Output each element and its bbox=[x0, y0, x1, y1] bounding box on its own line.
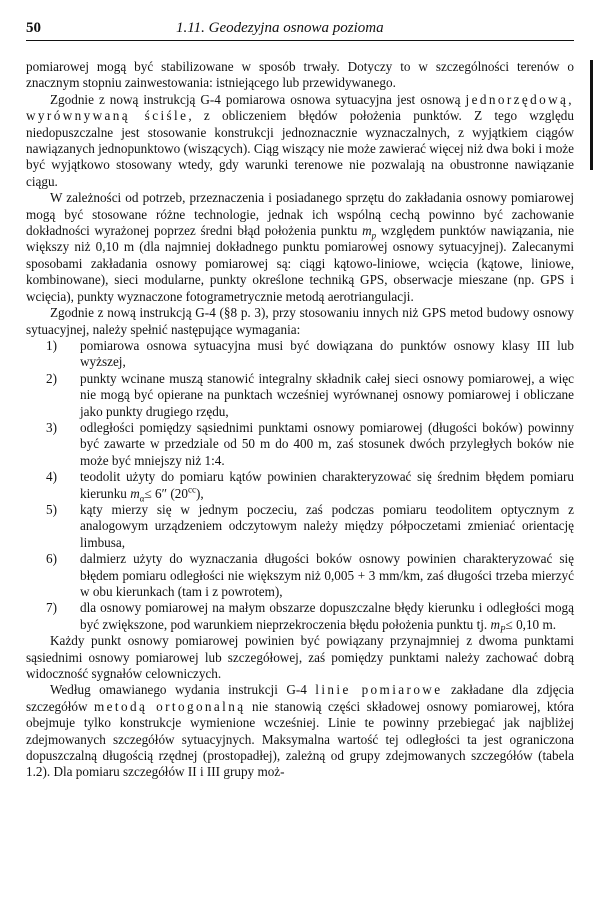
paragraph-2-part-c: , z obliczeniem błędów położenia punktów. Z tego względu niedopuszczalne jest stosowanie konstrukcji jednoznacznie wyznaczalnych, z wyjątkiem ciągów nawiązanych jednopunktowo (wiszących). Ciąg wiszący nie może zawierać więcej niż dwa boki i może być wyjątkowo stosowany wtedy, gdy warunki terenowe nie pozwalają na obustronne nawiązanie ciągu. bbox=[26, 108, 574, 189]
list-item-number: 5) bbox=[46, 501, 57, 517]
list-item bbox=[46, 420, 574, 469]
list-item-text: punkty wcinane muszą stanowić integralny składnik całej sieci osnowy pomiarowej, a więc nie mogą być opierane na punktach wcześniej wyrównanej osnowy pomiarowej i obliczane jako punkty drugiego rzędu, bbox=[80, 370, 574, 419]
list-item-text: odległości pomiędzy sąsiednimi punktami osnowy pomiarowej (długości boków) powinny być zawarte w przedziale od 50 m do 400 m, zaś stosunek dwóch przyległych boków nie może być mniejszy niż 1:4. bbox=[80, 419, 574, 468]
list-item bbox=[46, 338, 574, 371]
body-text bbox=[26, 59, 574, 781]
list-item-number: 2) bbox=[46, 370, 57, 386]
requirements-list bbox=[26, 338, 574, 633]
symbol-m: m bbox=[490, 616, 501, 632]
list-item-text: pomiarowa osnowa sytuacyjna musi być dowiązana do punktów osnowy klasy III lub wyższej, bbox=[80, 337, 574, 370]
spaced-term-jednorzedowa: jednorzędową, wyrównywaną ściśle bbox=[26, 91, 574, 124]
paragraph-6-part-e: nie stanowią części składowej osnowy pomiarowej, która obejmuje tylko konstrukcje wymienione wcześniej. Linie te powinny przebiegać jak najbliżej zdejmowanych szczegółów sytuacyjnych. Maksymalna wartość tej odległości ta jest ograniczona dopuszczalną długością rzędnej (prostopadłej), zależną od grupy zdejmowanych szczegółów (tabela 1.2). Dla pomiaru szczegółów II i III grupy moż- bbox=[26, 698, 574, 780]
paragraph-2-part-a: Zgodnie z nową instrukcją G-4 pomiarowa osnowa sytuacyjna jest osnową bbox=[50, 91, 466, 107]
list-item-text: ≤ 6″ (20 bbox=[144, 485, 188, 501]
list-item-text: dla osnowy pomiarowej na małym obszarze dopuszczalne błędy kierunku i odległości mogą być zwiększone, pod warunkiem nieprzekroczenia błędu położenia punktu tj. bbox=[80, 600, 574, 632]
list-item-text: ), bbox=[195, 485, 204, 501]
header-rule bbox=[26, 40, 574, 41]
page-header bbox=[26, 20, 574, 40]
symbol-m: m bbox=[362, 223, 372, 239]
list-item-number: 4) bbox=[46, 469, 57, 485]
symbol-subscript: α bbox=[139, 493, 145, 504]
list-item bbox=[46, 502, 574, 551]
paragraph-1: pomiarowej mogą być stabilizowane w sposób trwały. Dotyczy to w szczególności terenów o znacznym stopniu zainwestowania: istniejącego lub przewidywanego. bbox=[26, 59, 574, 91]
paragraph-3-part-b: względem punktów nawiązania, nie większy niż 0,10 m (dla najmniej dokładnego punktu pomiarowej osnowy sytuacyjnej). Zalecanymi sposobami zakładania osnowy pomiarowej są: ciągi kątowo-liniowe, wcięcia (kątowe, liniowe, kombinowane), sieci modularne, punkty określone techniką GPS, obserwacje mieszane (np. GPS i wcięcia), punkty wyznaczone fotogrametrycznie metodą aerotriangulacji. bbox=[26, 223, 574, 304]
list-item-number: 3) bbox=[46, 419, 57, 435]
list-item-text: dalmierz użyty do wyznaczania długości boków osnowy powinien charakteryzować się błędem pomiaru odległości nie większym niż 0,005 + 3 mm/km, zaś długości trzeba mierzyć w obu kierunkach (tam i z powrotem), bbox=[80, 551, 574, 599]
list-item-number: 6) bbox=[46, 551, 57, 567]
paragraph-4: Zgodnie z nową instrukcją G-4 (§8 p. 3), przy stosowaniu innych niż GPS metod budowy osnowy sytuacyjnej, należy spełnić następujące wymagania: bbox=[26, 305, 574, 337]
symbol-subscript: p bbox=[371, 230, 377, 241]
spaced-term-linie-pomiarowe: linie pomiarowe bbox=[315, 682, 443, 698]
list-item bbox=[46, 469, 574, 502]
paragraph-2 bbox=[26, 92, 574, 190]
list-item-number: 1) bbox=[46, 337, 57, 353]
list-item-number: 7) bbox=[46, 600, 57, 616]
list-item bbox=[46, 551, 574, 600]
paragraph-3-part-a: W zależności od potrzeb, przeznaczenia i posiadanego sprzętu do zakładania osnowy pomiarowej mogą być stosowane różne technologie, jednak ich wspólną cechą powinno być zachowanie dokładności wyrażonej poprzez średni błąd położenia punktu bbox=[26, 190, 574, 239]
margin-mark bbox=[590, 60, 593, 170]
paragraph-5: Każdy punkt osnowy pomiarowej powinien być powiązany przynajmniej z dwoma punktami sąsiednimi osnowy pomiarowej lub szczegółowej, zaś pomiędzy punktami należy zachować dobrą widoczność sygnałów celowniczych. bbox=[26, 633, 574, 682]
paragraph-6-part-a: Według omawianego wydania instrukcji G-4 bbox=[50, 682, 316, 698]
list-item-text: ≤ 0,10 m. bbox=[505, 616, 556, 632]
paragraph-6-part-c: zakładane dla zdjęcia szczegółów bbox=[26, 682, 574, 714]
paragraph-3 bbox=[26, 190, 574, 305]
spaced-term-metoda-ortogonalna: metodą ortogonalną bbox=[94, 698, 246, 714]
running-title: 1.11. Geodezyjna osnowa pozioma bbox=[176, 20, 384, 36]
list-item-text: kąty mierzy się w jednym poczeciu, zaś podczas pomiaru teodolitem optycznym z analogowym urządzeniem odczytowym należy między półpoczetami zmieniać orientację limbusa, bbox=[80, 501, 574, 550]
symbol-subscript: P bbox=[500, 624, 506, 635]
symbol-m: m bbox=[130, 485, 140, 501]
list-item bbox=[46, 600, 574, 633]
paragraph-6 bbox=[26, 682, 574, 780]
symbol-superscript: cc bbox=[187, 484, 196, 495]
list-item-text: teodolit użyty do pomiaru kątów powinien charakteryzować się średnim błędem pomiaru kierunku bbox=[80, 469, 574, 501]
page-number: 50 bbox=[26, 20, 41, 36]
list-item bbox=[46, 371, 574, 420]
